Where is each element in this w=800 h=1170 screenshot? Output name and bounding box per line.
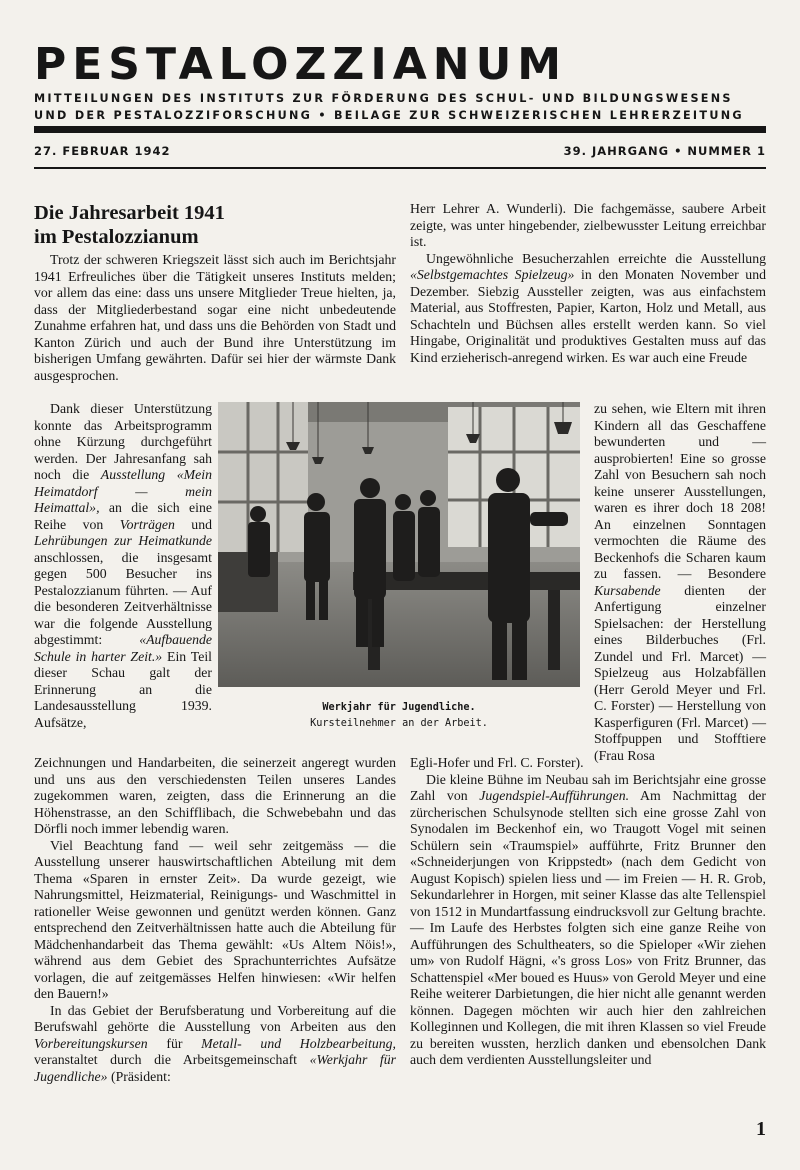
- photo-caption-title: Werkjahr für Jugendliche.: [322, 702, 476, 713]
- right-column-bottom: [410, 755, 766, 1069]
- left-column-bottom: [34, 755, 396, 1085]
- text-run: In das Gebiet der Berufsberatung und Vorbereitung auf die Berufswahl gehörte die Ausstellung von Arbeiten aus den: [34, 1002, 396, 1034]
- left-column-narrow: [34, 401, 212, 731]
- italic-run: Vorbereitungskursen: [34, 1035, 148, 1051]
- right-column-narrow: [594, 401, 766, 764]
- text-run: (Präsident:: [107, 1068, 171, 1084]
- paragraph: [410, 251, 766, 367]
- article-title: [34, 201, 394, 249]
- workshop-photo-illustration: [218, 402, 580, 687]
- paragraph: Herr Lehrer A. Wunderli). Die fachgemässe, saubere Arbeit zeigte, was unter hingebender, zielbewusster Leitung erreichbar ist.: [410, 201, 766, 249]
- text-run: Ungewöhnliche Besucherzahlen erreichte die Ausstellung: [426, 250, 766, 266]
- paragraph: Zeichnungen und Handarbeiten, die seinerzeit angeregt wurden und uns aus den verschiedensten Teilen unseres Landes zugekommen waren, zeigten, dass die Erinnerung an die Höhenstrasse, an den Schifflibach, die Schwebebahn und das Dörfli noch immer lebendig waren.: [34, 755, 396, 836]
- italic-run: Ausstellung «Mein Heimatdorf — mein Heimattal»,: [34, 467, 212, 515]
- italic-run: Kursabende: [594, 582, 661, 598]
- issue-date: 27. FEBRUAR 1942: [34, 144, 171, 158]
- paragraph: [34, 1003, 396, 1086]
- paragraph: [34, 401, 212, 731]
- text-run: und: [174, 516, 212, 532]
- text-run: Die kleine Bühne im Neubau sah im Berichtsjahr eine grosse Zahl von: [410, 771, 766, 803]
- paragraph: Egli-Hofer und Frl. C. Forster).: [410, 755, 584, 770]
- italic-run: Vorträgen: [119, 516, 175, 532]
- italic-run: Jugendspiel-Aufführungen.: [479, 788, 630, 803]
- italic-run: Lehrübungen zur Heimatkunde: [34, 533, 212, 548]
- italic-run: «Selbstgemachtes Spielzeug»: [410, 267, 575, 282]
- photo-caption-text: Kursteilnehmer an der Arbeit.: [310, 718, 488, 729]
- text-run: in den Monaten November und Dezember. Siebzig Aussteller zeigten, was aus einfachstem Material, aus Stoffresten, Papier, Karton, Holz und Metall, aus Schachteln und Büchsen alles erstellt werden kann. So viel Hingabe, Originalität und produktives Gestalten muss auf das Kind erzieherisch-anregend wirken. Es war auch eine Freude: [410, 267, 767, 365]
- text-run: Dank dieser Unterstützung konnte das Arbeitsprogramm ohne Kürzung durchgeführt werden. Der Jahresanfang sah noch die: [34, 401, 212, 482]
- italic-run: «Aufbauende Schule in harter Zeit.»: [34, 632, 212, 664]
- photo-caption: [218, 700, 580, 732]
- masthead-rule-thin: [34, 167, 766, 169]
- article-title-line-2: im Pestalozzianum: [34, 226, 199, 248]
- paragraph: Viel Beachtung fand — weil sehr zeitgemäss — die Ausstellung unserer hauswirtschaftlichen Abteilung mit dem Thema «Sparen in ernster Zeit». Da wurde gezeigt, wie Nahrungsmittel, Heizmaterial, Reinigungs- und Waschmittel in rationeller Weise gewonnen und genützt werden können. Ganz entsprechend den Zeitverhältnissen hatte auch die Abteilung für Mädchenhandarbeit das Thema gewählt: «Us Altem Nöis!», während aus dem Gebiet des Sprachunterrichtes Aufsätze vorlagen, die auf zeitgemässes Helfen hinwiesen: «Wir helfen den Bauern!»: [34, 837, 396, 1001]
- text-run: anschlossen, die insgesamt gegen 500 Besucher ins Pestalozzianum führten. — Auf die besonderen Zeitverhältnisse war die folgende Ausstellung abgestimmt:: [34, 549, 212, 647]
- paragraph: [410, 772, 766, 1069]
- text-run: für: [147, 1035, 202, 1051]
- publication-title: PESTALOZZIANUM: [34, 39, 568, 90]
- masthead-block: [34, 40, 766, 124]
- left-column-top: [34, 252, 396, 384]
- italic-run: «Werkjahr für Jugendliche»: [34, 1052, 396, 1084]
- page-number: 1: [756, 1118, 766, 1140]
- text-run: an die sich eine Reihe von: [34, 500, 212, 532]
- text-run: Ein Teil dieser Schau galt der Erinnerung an die Landesausstellung 1939. Aufsätze,: [34, 648, 212, 730]
- article-title-line-1: Die Jahresarbeit 1941: [34, 202, 225, 224]
- paragraph: [594, 401, 766, 764]
- dateline: [34, 144, 766, 158]
- issue-number: 39. JAHRGANG • NUMMER 1: [563, 144, 766, 158]
- publication-subtitle-line-2: UND DER PESTALOZZIFORSCHUNG • BEILAGE ZUR SCHWEIZERISCHEN LEHRERZEITUNG: [34, 109, 744, 122]
- paragraph: Trotz der schweren Kriegszeit lässt sich auch im Berichtsjahr 1941 Erfreuliches über die Tätigkeit unseres Instituts melden; vor allem das eine: dass uns unsere Mitglieder Treue hielten, ja, dass der Mitgliederbestand sogar eine nicht unbedeutende Zunahme erfahren hat, und dass uns die Behörden von Stadt und Kanton Zürich und auch der Bund ihre Unterstützung im bisherigen Umfang gewährten. Dafür sei hier der wärmste Dank ausgesprochen.: [34, 252, 396, 383]
- publication-subtitle-line-1: MITTEILUNGEN DES INSTITUTS ZUR FÖRDERUNG DES SCHUL- UND BILDUNGSWESENS: [34, 92, 733, 105]
- masthead-rule-thick: [34, 126, 766, 133]
- italic-run: Metall- und Holzbearbeitung,: [201, 1035, 396, 1051]
- right-column-top: [410, 201, 766, 366]
- text-run: zu sehen, wie Eltern mit ihren Kindern all das Geschaffene bewunderten und — ausprobierten! Eine so grosse Zahl von Besuchern sah noch keine unserer Ausstellungen, waren es ihrer doch 18 208! An einzelnen Sonntagen vermochten die Räume des Beckenhofs die Scharen kaum zu fassen. — Besondere: [594, 401, 766, 581]
- text-run: veranstaltet durch die Arbeitsgemeinschaft: [34, 1052, 310, 1067]
- workshop-photo: [218, 402, 580, 687]
- text-run: dienten der Anfertigung einzelner Spielsachen: der Herstellung eines Bilderbuches (Frl. Zundel und Frl. Marcet) — Spielzeug aus Holzabfällen (Herr Gerold Meyer und Frl. C. Forster) — Herstellung von Kasperfiguren (Frl. Marcet) — Stoffpuppen und Stofftiere (Frau Rosa: [594, 582, 766, 763]
- text-run: Am Nachmittag der zürcherischen Schulsynode stellten sich eine grosse Zahl von Synodalen im Beckenhof ein, wo Traugott Vogel mit seinen Schülern sein «Traumspiel» aufführte, Fritz Brunner den «Schneiderjungen von Krippstedt» (nach dem Gedicht von August Kopisch) spielen liess und — im Freien — H. R. Grob, Sekundarlehrer in Horgen, mit seiner Klasse das alte Tellenspiel von 1512 in Mundartfassung eindrucksvoll zur Geltung brachte. — Im Laufe des Herbstes folgten sich eine ganze Reihe von Aufführungen des Schultheaters, so die Spieloper «Wir ziehen um» von Rudolf Hägni, «'s gross Los» von Fritz Brunner, das Schattenspiel «Mer boued es Huus» von Gerold Meyer und eine Reihe weiterer Darbietungen, die hier nicht alle genannt werden können. Dagegen möchten wir auch hier den zahlreichen Kolleginnen und Kollegen, die mit ihren Klassen so viel Freude zu bereiten wussten, herzlich danken und ebensolchen Dank auch dem verdienten Ausstellungsleiter und: [410, 788, 766, 1067]
